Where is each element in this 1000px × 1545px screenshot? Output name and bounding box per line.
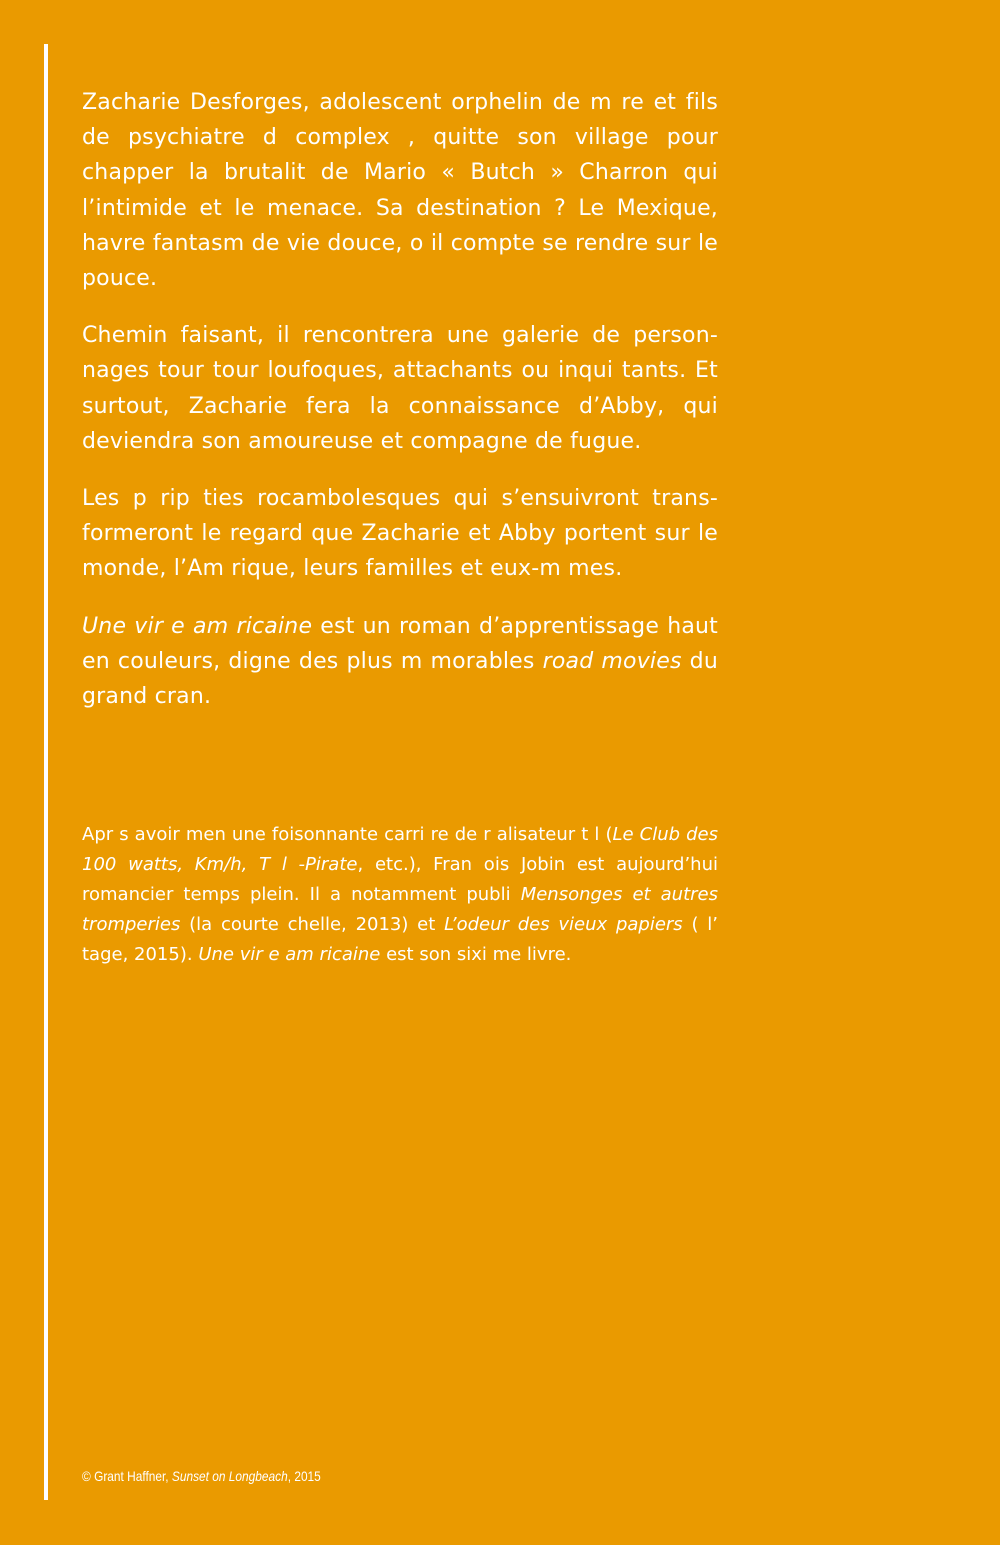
vertical-rule — [44, 44, 48, 1500]
back-cover-blurb — [82, 85, 718, 736]
bio-text-3: (la courte chelle, 2013) et — [180, 914, 445, 935]
blurb-paragraph-1 — [82, 85, 718, 296]
blurb-p4-italic: road movies — [542, 648, 682, 674]
credit-work-title: Sunset on Longbeach — [171, 1468, 288, 1484]
credit-suffix: , 2015 — [287, 1468, 321, 1484]
bio-text-1: Apr s avoir men une foisonnante carri re de r alisateur t l ( — [82, 824, 613, 845]
bio-italic-1: Le Club des 100 watts, Km/h, T l -Pirate — [82, 824, 719, 875]
bio-italic-4: Une vir e am ricaine — [198, 944, 381, 965]
blurb-p1-text: Zacharie Desforges, adolescent orphelin de m re et fils de psychiatre d complex , quitte son village pour chapper la brutalit de Mario « Butch » Charron qui l’intimide et le menace. Sa destination ? Le Mexique, havre fantasm de vie douce, o il compte se rendre sur le pouce. — [82, 90, 718, 292]
bio-text-4: ( l’ tage, 2015). — [82, 914, 718, 965]
blurb-paragraph-3 — [82, 481, 718, 587]
blurb-p3-text: Les p rip ties rocambolesques qui s’ensuivront trans-formeront le regard que Zacharie et Abby portent sur le monde, l’Am rique, leurs familles et eux-m mes. — [82, 486, 718, 582]
bio-italic-3: L’odeur des vieux papiers — [444, 914, 683, 935]
blurb-p4-mid: est un roman d’apprentissage haut en couleurs, digne des plus m morables — [82, 613, 718, 674]
image-credit — [82, 1466, 321, 1486]
bio-italic-2: Mensonges et autres tromperies — [82, 884, 718, 935]
bio-text-5: est son sixi me livre. — [380, 944, 572, 965]
book-title: Une vir e am ricaine — [82, 613, 313, 639]
author-bio — [82, 820, 718, 970]
credit-prefix: © Grant Haffner, — [82, 1468, 172, 1484]
bio-text-2: , etc.), Fran ois Jobin est aujourd’hui romancier temps plein. Il a notamment publi — [82, 854, 718, 905]
blurb-p2-text: Chemin faisant, il rencontrera une galerie de person-nages tour tour loufoques, attachants ou inqui tants. Et surtout, Zacharie fera la connaissance d’Abby, qui deviendra son amoureuse et compagne de fugue. — [82, 323, 718, 454]
blurb-paragraph-4 — [82, 609, 718, 715]
blurb-p4-end: du grand cran. — [82, 648, 718, 710]
blurb-paragraph-2 — [82, 318, 718, 459]
